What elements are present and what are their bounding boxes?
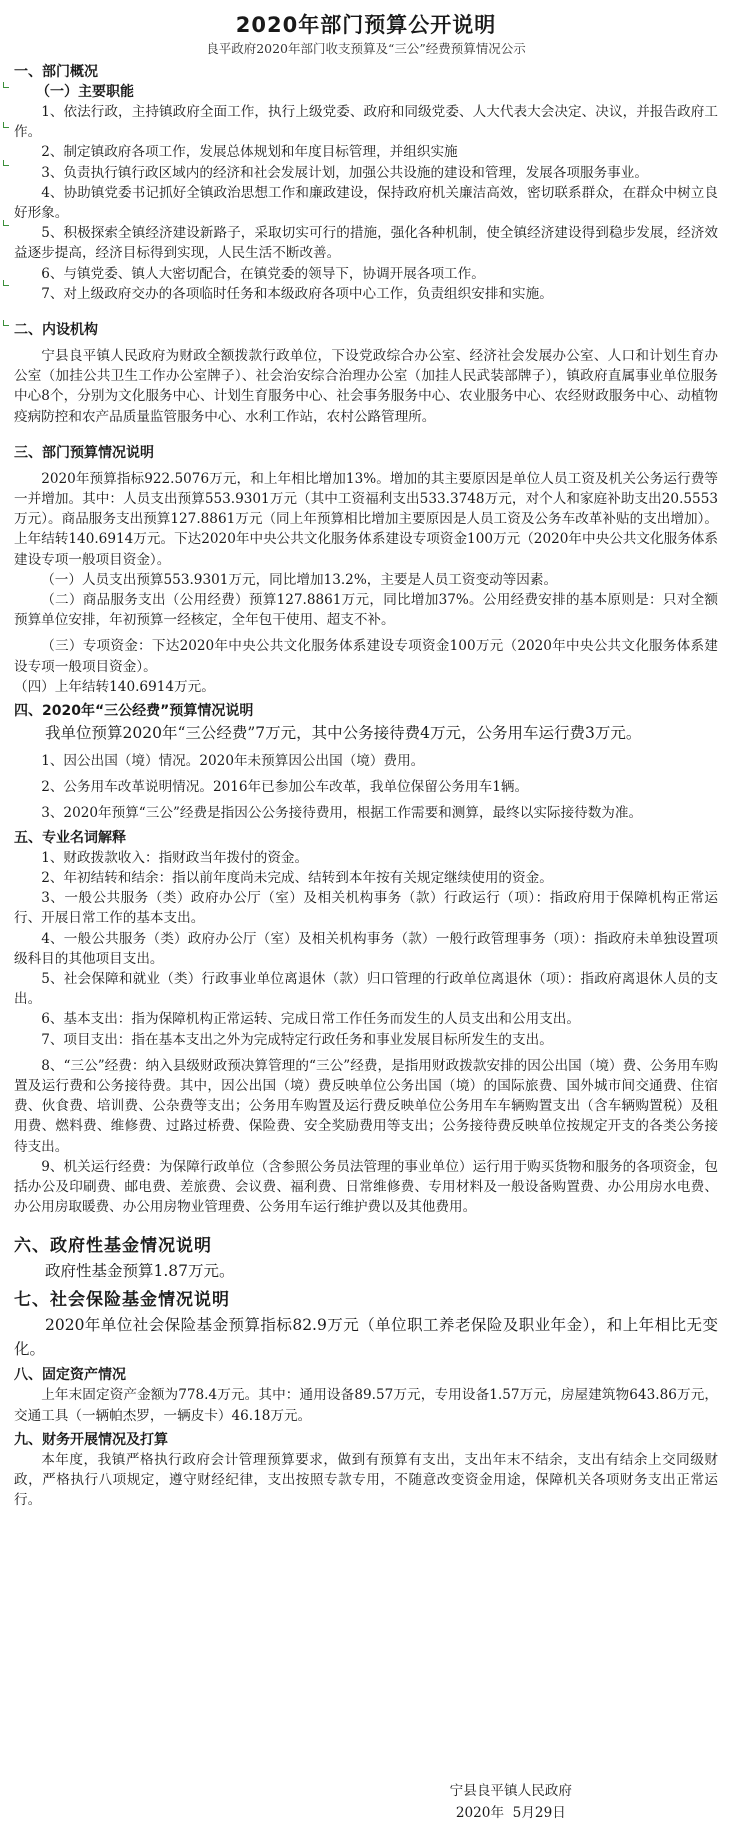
- section-heading: 三、部门预算情况说明: [14, 444, 154, 461]
- section-heading: 六、政府性基金情况说明: [14, 1236, 212, 1257]
- glossary-item: 3、一般公共服务（类）政府办公厅（室）及相关机构事务（款）行政运行（项）：指政府用于保障机构正常运行、开展日常工作的基本支出。: [14, 890, 718, 927]
- paragraph: （二）商品服务支出（公用经费）预算127.8861万元，同比增加37%。公用经费安排的基本原则是：只对全额预算单位安排，年初预算一经核定，全年包干使用、超支不补。: [14, 592, 718, 629]
- margin-mark: [3, 82, 9, 88]
- paragraph: 1、因公出国（境）情况。2020年未预算因公出国（境）费用。: [41, 753, 425, 770]
- paragraph: （四）上年结转140.6914万元。: [14, 678, 215, 695]
- section-heading: 二、内设机构: [14, 322, 98, 339]
- margin-mark: [3, 320, 9, 326]
- glossary-item: 6、基本支出：指为保障机构正常运转、完成日常工作任务而发生的人员支出和公用支出。: [41, 1011, 580, 1028]
- margin-mark: [3, 280, 9, 286]
- section-fixed-assets: [14, 1365, 718, 1425]
- glossary-item: 4、一般公共服务（类）政府办公厅（室）及相关机构事务（款）一般行政管理事务（项）：指政府未单独设置项级科目的其他项目支出。: [14, 930, 718, 967]
- margin-mark: [3, 220, 9, 226]
- glossary-item: 1、财政拨款收入：指财政当年拨付的资金。: [41, 849, 309, 866]
- paragraph: 上年末固定资产金额为778.4万元。其中：通用设备89.57万元，专用设备1.57万元，房屋建筑物643.86万元，交通工具（一辆帕杰罗，一辆皮卡）46.18万元。: [14, 1387, 718, 1424]
- section-heading: 七、社会保险基金情况说明: [14, 1290, 230, 1311]
- section-heading: 一、部门概况: [14, 64, 98, 80]
- paragraph: （三）专项资金：下达2020年中央公共文化服务体系建设专项资金100万元（2020年中央公共文化服务体系建设专项一般项目资金）。: [14, 638, 718, 675]
- glossary-item: 5、社会保障和就业（类）行政事业单位离退休（款）归口管理的行政单位离退休（项）：指政府离退休人员的支出。: [14, 970, 718, 1008]
- section-budget: [14, 443, 718, 697]
- section-heading: 四、2020年“三公经费”预算情况说明: [14, 703, 254, 720]
- section-gov-fund: [14, 1233, 718, 1283]
- subsection-heading: （一）主要职能: [36, 84, 134, 100]
- section-departments: [14, 320, 718, 427]
- duty-item: 5、积极探索全镇经济建设新路子，采取切实可行的措施，强化各种机制，使全镇经济建设得到稳步发展，经济效益逐步提高，经济目标得到实现，人民生活不断改善。: [14, 225, 718, 262]
- duty-item: 1、依法行政，主持镇政府全面工作，执行上级党委、政府和同级党委、人大代表大会决定、决议，并报告政府工作。: [14, 104, 718, 141]
- signoff-block: [450, 1780, 572, 1824]
- glossary-item: 7、项目支出：指在基本支出之外为完成特定行政任务和事业发展目标所发生的支出。: [41, 1031, 553, 1048]
- page-title: 2020年部门预算公开说明: [235, 13, 497, 37]
- paragraph: 宁县良平镇人民政府为财政全额拨款行政单位，下设党政综合办公室、经济社会发展办公室、人口和计划生育办公室（加挂公共卫生工作办公室牌子）、社会治安综合治理办公室（加挂人民武装部牌子），镇政府直属事业单位服务中心8个，分别为文化服务中心、计划生育服务中心、社会事务服务中心、农业服务中心、农经财政服务中心、动植物疫病防控和农产品质量监管服务中心、水利工作站，农村公路管理所。: [14, 348, 718, 425]
- section-overview: [14, 62, 718, 304]
- section-heading: 九、财务开展情况及打算: [14, 1431, 168, 1448]
- section-heading: 八、固定资产情况: [14, 1367, 126, 1384]
- duty-item: 4、协助镇党委书记抓好全镇政治思想工作和廉政建设，保持政府机关廉洁高效，密切联系群众，在群众中树立良好形象。: [14, 184, 718, 222]
- section-three-public: [14, 701, 718, 824]
- signoff-date: 2020年 5月29日: [455, 1805, 566, 1821]
- paragraph: 本年度，我镇严格执行政府会计管理预算要求，做到有预算有支出，支出年末不结余，支出有结余上交同级财政，严格执行八项规定，遵守财经纪律，支出按照专款专用，不随意改变资金用途，保障机关各项财务支出正常运行。: [14, 1451, 718, 1509]
- paragraph: （一）人员支出预算553.9301万元，同比增加13.2%，主要是人员工资变动等因素。: [41, 571, 558, 588]
- signoff-org: 宁县良平镇人民政府: [449, 1783, 572, 1799]
- margin-mark: [3, 160, 9, 166]
- margin-mark: [3, 122, 9, 128]
- glossary-item: 9、机关运行经费：为保障行政单位（含参照公务员法管理的事业单位）运行用于购买货物和服务的各项资金，包括办公及印刷费、邮电费、差旅费、会议费、福利费、日常维修费、专用材料及一般设备购置费、办公用房水电费、办公用房取暖费、办公用房物业管理费、公务用车运行维护费以及其他费用。: [14, 1158, 718, 1216]
- paragraph: 3、2020年预算“三公”经费是指因公公务接待费用，根据工作需要和测算，最终以实际接待数为准。: [41, 805, 643, 822]
- section-finance-plan: [14, 1430, 718, 1511]
- paragraph: 我单位预算2020年“三公经费”7万元，其中公务接待费4万元，公务用车运行费3万元。: [45, 724, 642, 743]
- paragraph: 2、公务用车改革说明情况。2016年已参加公车改革，我单位保留公务用车1辆。: [41, 779, 529, 796]
- paragraph: 政府性基金预算1.87万元。: [45, 1262, 235, 1281]
- paragraph: 2020年单位社会保险基金预算指标82.9万元（单位职工养老保险及职业年金），和上年相比无变化。: [14, 1316, 718, 1359]
- duty-item: 7、对上级政府交办的各项临时任务和本级政府各项中心工作，负责组织安排和实施。: [41, 285, 553, 302]
- duty-item: 3、负责执行镇行政区域内的经济和社会发展计划，加强公共设施的建设和管理，发展各项服务事业。: [41, 164, 648, 181]
- page-subtitle: 良平政府2020年部门收支预算及“三公”经费预算情况公示: [206, 41, 526, 56]
- paragraph: 2020年预算指标922.5076万元，和上年相比增加13%。增加的其主要原因是单位人员工资及机关公务运行费等一并增加。其中：人员支出预算553.9301万元（其中工资福利支出533.3748万元，对个人和家庭补助支出20.5553万元）。商品服务支出预算127.8861万元（同上年预算相比增加主要原因是人员工资及公务车改革补贴的支出增加）。上年结转140.6914万元。下达2020年中央公共文化服务体系建设专项资金100万元（2020年中央公共文化服务体系建设专项一般项目资金）。: [14, 470, 718, 568]
- glossary-item: 8、“三公”经费：纳入县级财政预决算管理的“三公”经费，是指用财政拨款安排的因公出国（境）费、公务用车购置及运行费和公务接待费。其中，因公出国（境）费反映单位公务出国（境）的国际旅费、国外城市间交通费、住宿费、伙食费、培训费、公杂费等支出；公务用车购置及运行费反映单位公务用车车辆购置支出（含车辆购置税）及租用费、燃料费、维修费、过路过桥费、保险费、安全奖励费用等支出；公务接待费反映单位按规定开支的各类公务接待支出。: [14, 1057, 718, 1155]
- duty-item: 6、与镇党委、镇人大密切配合，在镇党委的领导下，协调开展各项工作。: [41, 265, 485, 282]
- section-glossary: [14, 828, 718, 1218]
- section-social-insurance: [14, 1287, 718, 1361]
- duty-item: 2、制定镇政府各项工作，发展总体规划和年度目标管理，并组织实施: [41, 144, 458, 161]
- section-heading: 五、专业名词解释: [14, 829, 126, 846]
- glossary-item: 2、年初结转和结余：指以前年度尚未完成、结转到本年按有关规定继续使用的资金。: [41, 869, 553, 886]
